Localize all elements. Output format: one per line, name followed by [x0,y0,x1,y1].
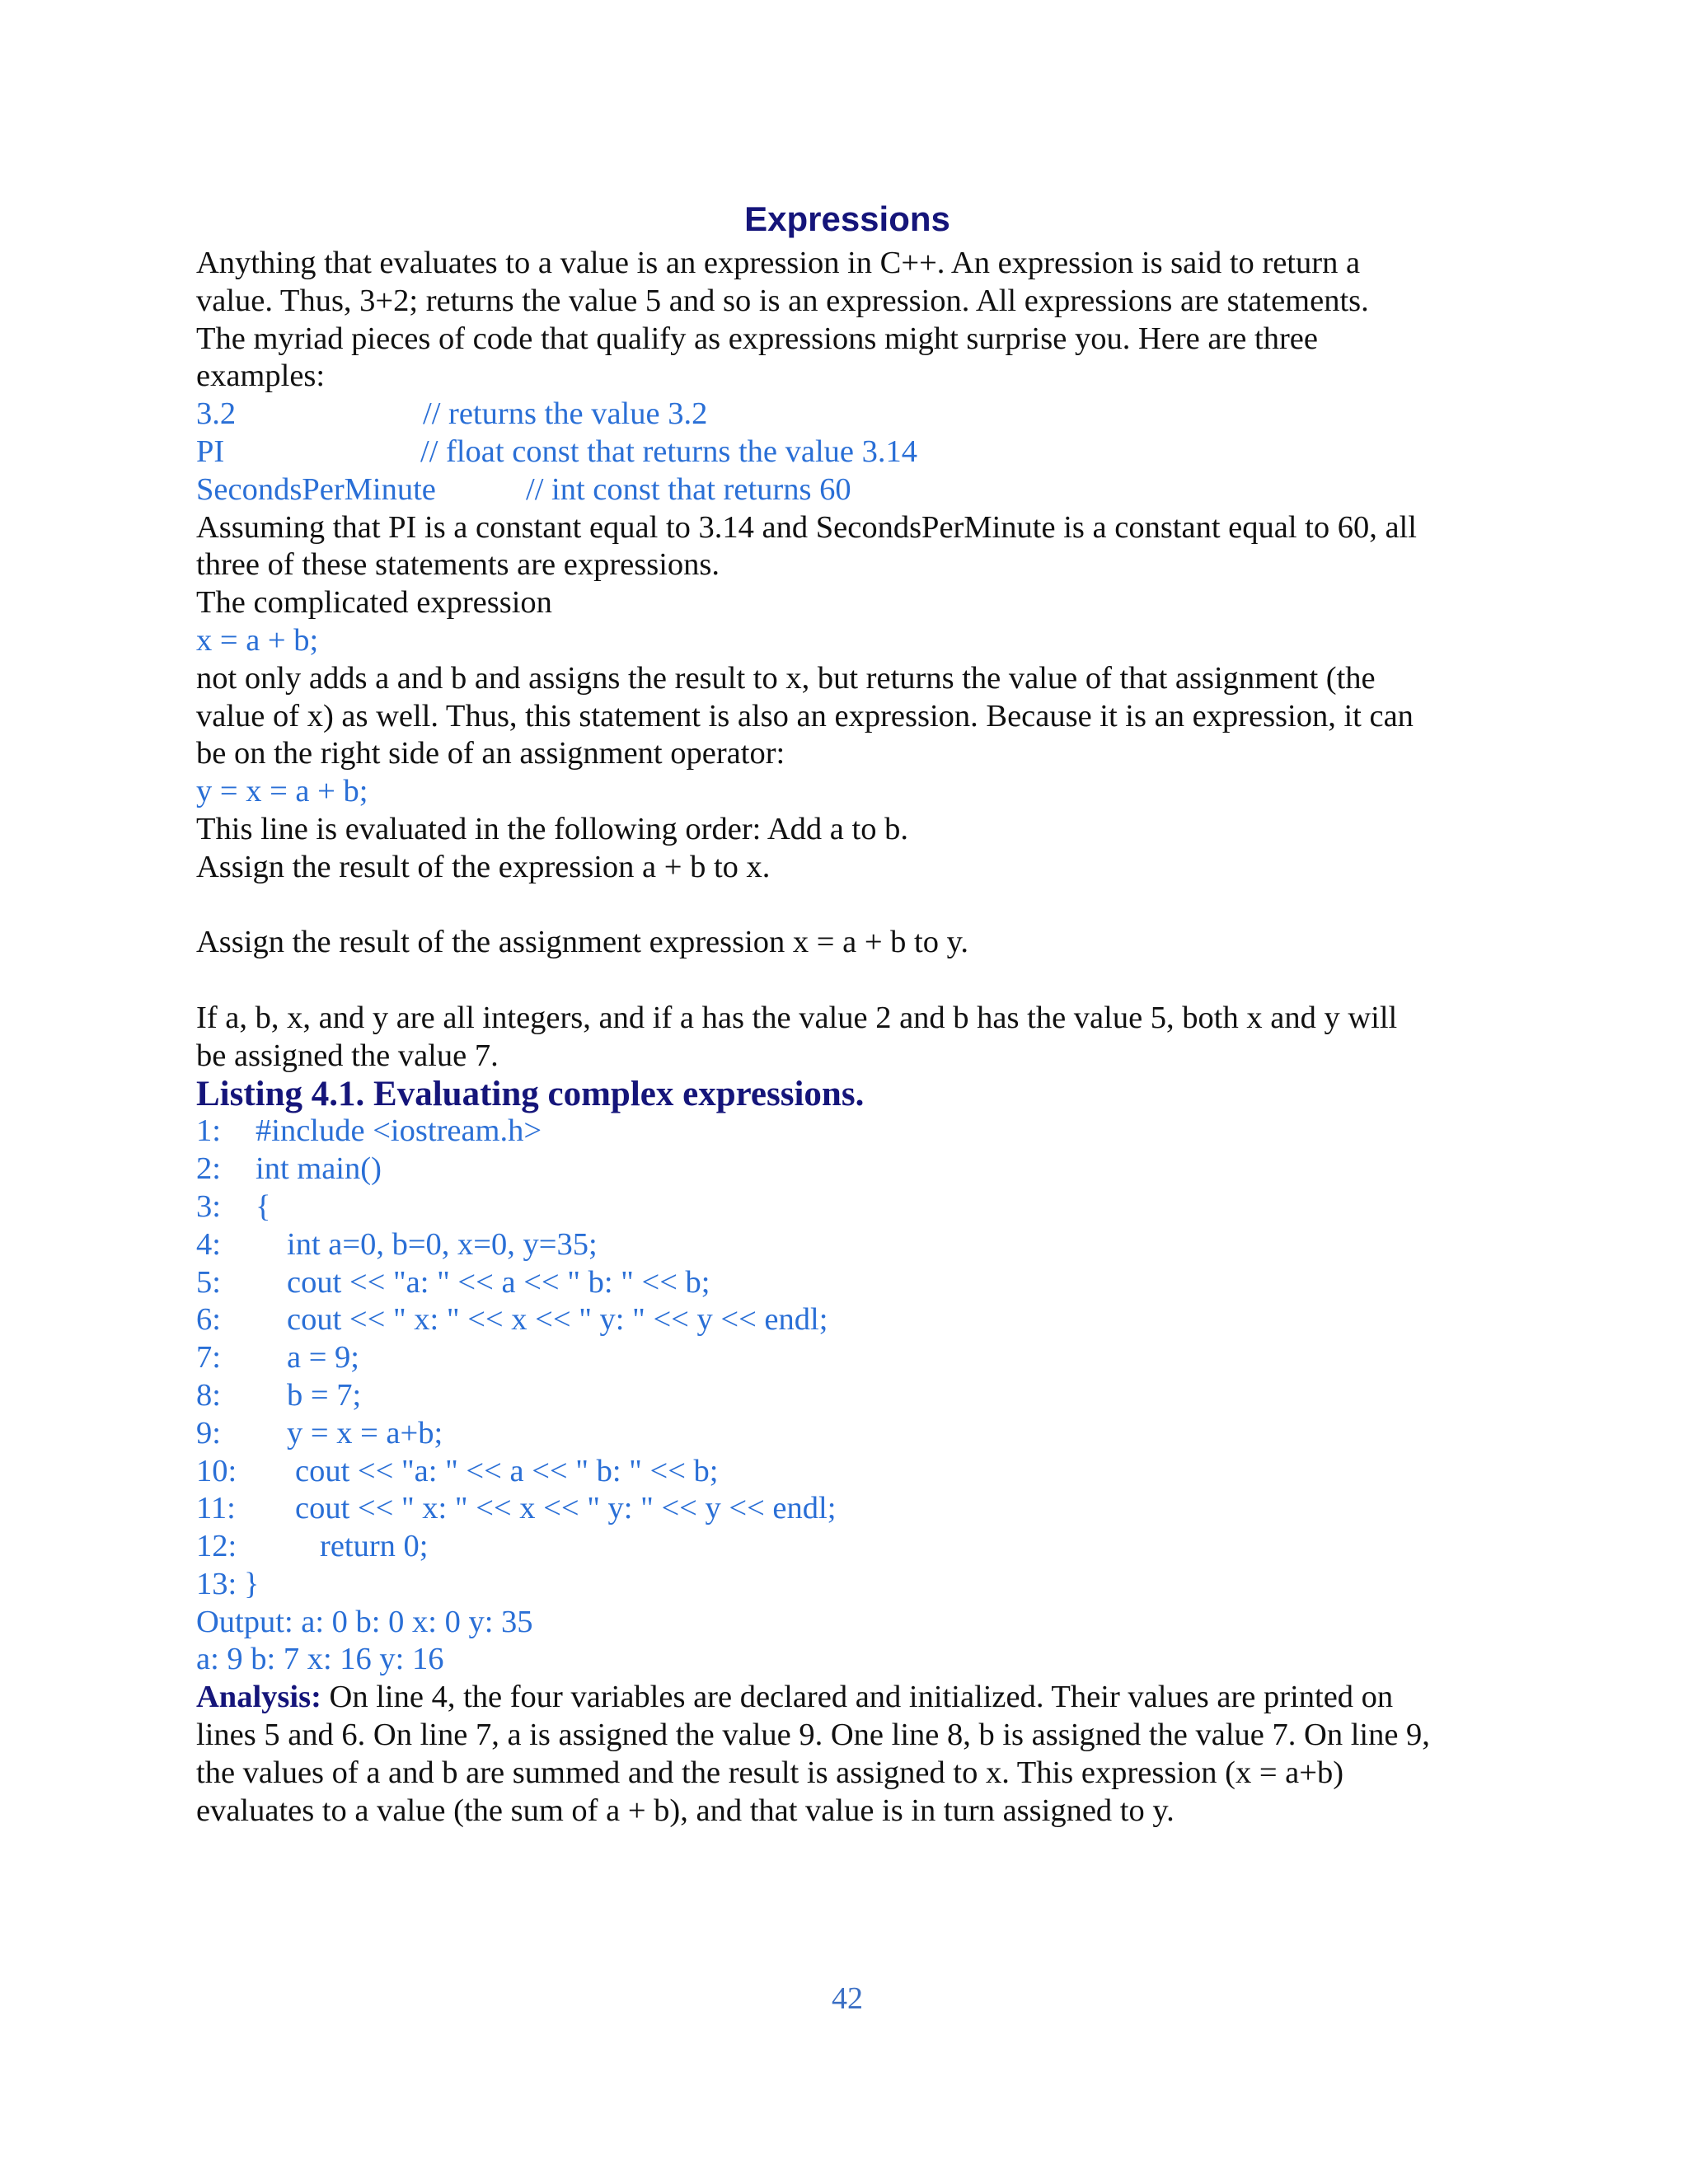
listing-line [196,1113,1515,1151]
analysis-line: evaluates to a value (the sum of a + b), and that value is in turn assigned to y. [196,1793,1175,1828]
program-output: Output: a: 0 b: 0 x: 0 y: 35 [196,1604,533,1639]
code-text: cout << " x: " << x << " y: " << y << endl; [295,1491,837,1526]
body-text [196,245,1515,1830]
line-number: 5: [196,1264,221,1300]
code-text: y = x = a+b; [287,1415,443,1451]
line-number: 2: [196,1151,221,1187]
listing-line [196,1264,1515,1302]
line-number: 12: [196,1529,237,1564]
listing-line [196,1528,1515,1566]
code-text: int a=0, b=0, x=0, y=35; [287,1226,598,1262]
line-number: 10: [196,1453,237,1488]
example-row [196,396,1515,434]
line-number: 3: [196,1188,221,1224]
line-number: 7: [196,1340,221,1376]
code-text: { [256,1188,271,1224]
analysis-line [196,1679,1515,1717]
code-snippet: y = x = a + b; [196,774,368,809]
paragraph-line: Assign the result of the expression a + b to x. [196,849,771,884]
code-text: return 0; [320,1529,429,1564]
listing-line [196,1301,1515,1339]
listing-line [196,1566,1515,1604]
example-expression: 3.2 [196,396,237,432]
paragraph-line: Assuming that PI is a constant equal to 3.14 and SecondsPerMinute is a constant equal to 60, all [196,509,1417,545]
listing-line [196,1226,1515,1264]
listing-line [196,1377,1515,1415]
listing-line [196,1490,1515,1528]
page-title: Expressions [744,199,950,238]
line-number: 9: [196,1415,221,1451]
paragraph-line: Anything that evaluates to a value is an expression in C++. An expression is said to return a [196,246,1361,280]
listing-line [196,1188,1515,1226]
listing-line [196,1453,1515,1491]
code-snippet: x = a + b; [196,622,319,658]
analysis-line: lines 5 and 6. On line 7, a is assigned the value 9. One line 8, b is assigned the value 7. On line 9, [196,1718,1430,1753]
code-text: } [244,1566,260,1601]
page-number: 42 [832,1981,863,2016]
example-row [196,471,1515,509]
code-text: cout << " x: " << x << " y: " << y << endl; [287,1302,828,1338]
paragraph-line: not only adds a and b and assigns the result to x, but returns the value of that assignment (the [196,660,1376,696]
analysis-text: On line 4, the four variables are declared and initialized. Their values are printed on [321,1680,1394,1715]
listing-title: Listing 4.1. Evaluating complex expressions. [196,1074,865,1113]
paragraph-line: three of these statements are expressions. [196,547,720,583]
line-number: 8: [196,1377,221,1413]
line-number: 1: [196,1113,221,1149]
paragraph-line: be on the right side of an assignment operator: [196,736,785,771]
example-expression: SecondsPerMinute [196,471,436,507]
code-text: cout << "a: " << a << " b: " << b; [295,1453,719,1488]
paragraph-line: value. Thus, 3+2; returns the value 5 and so is an expression. All expressions are statements. [196,283,1369,318]
code-text: #include <iostream.h> [256,1113,542,1149]
paragraph-line: value of x) as well. Thus, this statement is also an expression. Because it is an expression, it can [196,698,1414,733]
listing-line [196,1339,1515,1377]
program-output: a: 9 b: 7 x: 16 y: 16 [196,1642,444,1677]
paragraph-line: This line is evaluated in the following order: Add a to b. [196,811,908,846]
listing-line [196,1415,1515,1453]
example-comment: // float const that returns the value 3.14 [420,434,918,469]
example-expression: PI [196,434,225,469]
paragraph-line: If a, b, x, and y are all integers, and if a has the value 2 and b has the value 5, both x and y will [196,1000,1398,1035]
analysis-label: Analysis: [196,1680,321,1715]
example-comment: // int const that returns 60 [526,471,851,507]
line-number: 11: [196,1491,236,1526]
paragraph-line: be assigned the value 7. [196,1038,499,1073]
code-text: a = 9; [287,1340,359,1376]
line-number: 6: [196,1302,221,1338]
code-text: b = 7; [287,1377,362,1413]
paragraph-line: The myriad pieces of code that qualify as expressions might surprise you. Here are three [196,321,1318,356]
paragraph-line: Assign the result of the assignment expression x = a + b to y. [196,925,968,960]
paragraph-line: examples: [196,359,326,394]
analysis-line: the values of a and b are summed and the result is assigned to x. This expression (x = a+b) [196,1755,1344,1790]
example-row [196,434,1515,471]
paragraph-line: The complicated expression [196,585,552,621]
example-comment: // returns the value 3.2 [423,396,708,432]
line-number: 4: [196,1226,221,1262]
listing-line [196,1151,1515,1188]
code-text: int main() [256,1151,382,1187]
code-text: cout << "a: " << a << " b: " << b; [287,1264,710,1300]
line-number: 13: [196,1566,237,1601]
